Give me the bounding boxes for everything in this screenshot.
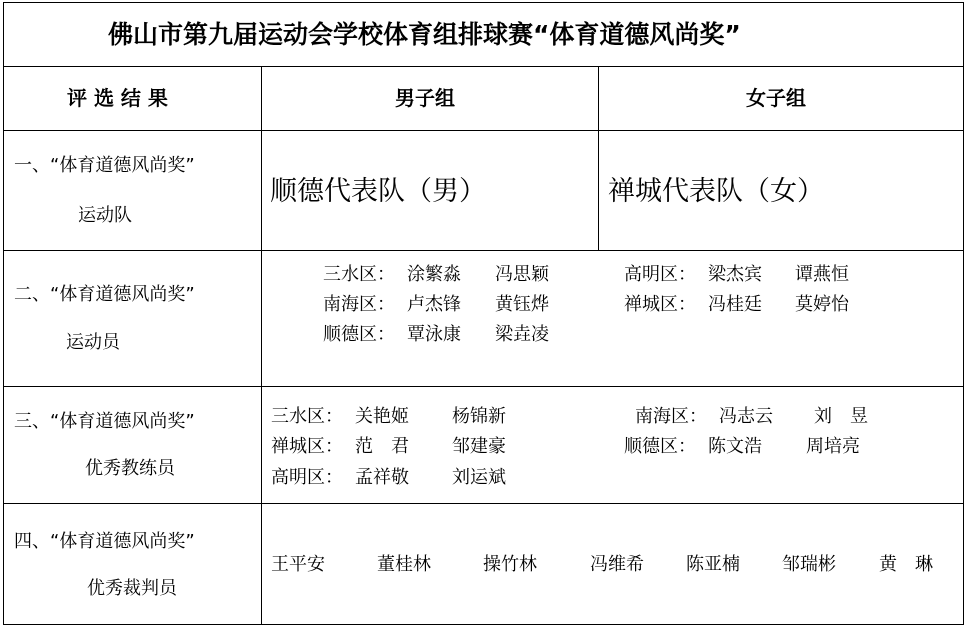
border-row1-bottom: [3, 250, 964, 251]
athlete-name: 梁垚凌: [495, 324, 549, 345]
coach-district: 高明区：: [271, 467, 343, 488]
coach-district: 禅城区：: [271, 436, 343, 457]
athlete-name: 梁杰宾: [708, 264, 762, 285]
coach-name: 陈文浩: [708, 436, 762, 457]
row2-label-line2: 运动员: [66, 332, 120, 353]
athlete-district: 三水区：: [323, 264, 395, 285]
row4-label-line1: 四、“体育道德风尚奖”: [14, 531, 195, 552]
row1-label-line1: 一、“体育道德风尚奖”: [14, 155, 195, 176]
athlete-name: 冯桂廷: [708, 294, 762, 315]
row4-label-line2: 优秀裁判员: [87, 578, 177, 599]
document-title: 佛山市第九届运动会学校体育组排球赛“体育道德风尚奖”: [108, 20, 741, 49]
border-header-bottom: [3, 130, 964, 131]
referee-name: 冯维希: [590, 554, 644, 575]
row2-label-line1: 二、“体育道德风尚奖”: [14, 284, 195, 305]
coach-district: 南海区：: [635, 406, 707, 427]
referee-name: 陈亚楠: [686, 554, 740, 575]
border-row2-bottom: [3, 386, 964, 387]
athlete-name: 卢杰锋: [407, 294, 461, 315]
border-label-column: [261, 66, 262, 625]
coach-name: 孟祥敬: [355, 467, 409, 488]
border-bottom: [3, 624, 964, 625]
referee-name: 王平安: [271, 554, 325, 575]
athlete-district: 南海区：: [323, 294, 395, 315]
athlete-name: 涂繁淼: [407, 264, 461, 285]
referee-name: 董桂林: [377, 554, 431, 575]
referee-name: 操竹林: [483, 554, 537, 575]
row1-label-line2: 运动队: [78, 205, 132, 226]
athlete-name: 黄钰烨: [495, 294, 549, 315]
athlete-name: 冯思颖: [495, 264, 549, 285]
header-female-group: 女子组: [746, 86, 806, 110]
border-top: [3, 2, 964, 3]
coach-district: 顺德区：: [624, 436, 696, 457]
border-title-bottom: [3, 66, 964, 67]
header-result: 评 选 结 果: [67, 86, 168, 110]
border-left: [3, 2, 4, 625]
male-team-award: 顺德代表队（男）: [270, 176, 486, 207]
coach-name: 关艳姬: [355, 406, 409, 427]
coach-name: 周培亮: [806, 436, 860, 457]
referee-name: 邹瑞彬: [782, 554, 836, 575]
coach-name: 冯志云: [719, 406, 773, 427]
coach-name: 范 君: [355, 436, 409, 457]
border-gender-column: [598, 66, 599, 251]
border-right: [963, 2, 964, 625]
row3-label-line2: 优秀教练员: [85, 458, 175, 479]
athlete-district: 高明区：: [624, 264, 696, 285]
athlete-district: 顺德区：: [323, 324, 395, 345]
coach-name: 刘运斌: [452, 467, 506, 488]
coach-district: 三水区：: [271, 406, 343, 427]
coach-name: 邹建豪: [452, 436, 506, 457]
header-male-group: 男子组: [395, 86, 455, 110]
referee-name: 黄 琳: [879, 554, 933, 575]
row3-label-line1: 三、“体育道德风尚奖”: [14, 411, 195, 432]
athlete-name: 莫婷怡: [795, 294, 849, 315]
border-row3-bottom: [3, 503, 964, 504]
athlete-name: 覃泳康: [407, 324, 461, 345]
female-team-award: 禅城代表队（女）: [608, 176, 824, 207]
athlete-name: 谭燕恒: [795, 264, 849, 285]
athlete-district: 禅城区：: [624, 294, 696, 315]
coach-name: 杨锦新: [452, 406, 506, 427]
coach-name: 刘 昱: [814, 406, 868, 427]
